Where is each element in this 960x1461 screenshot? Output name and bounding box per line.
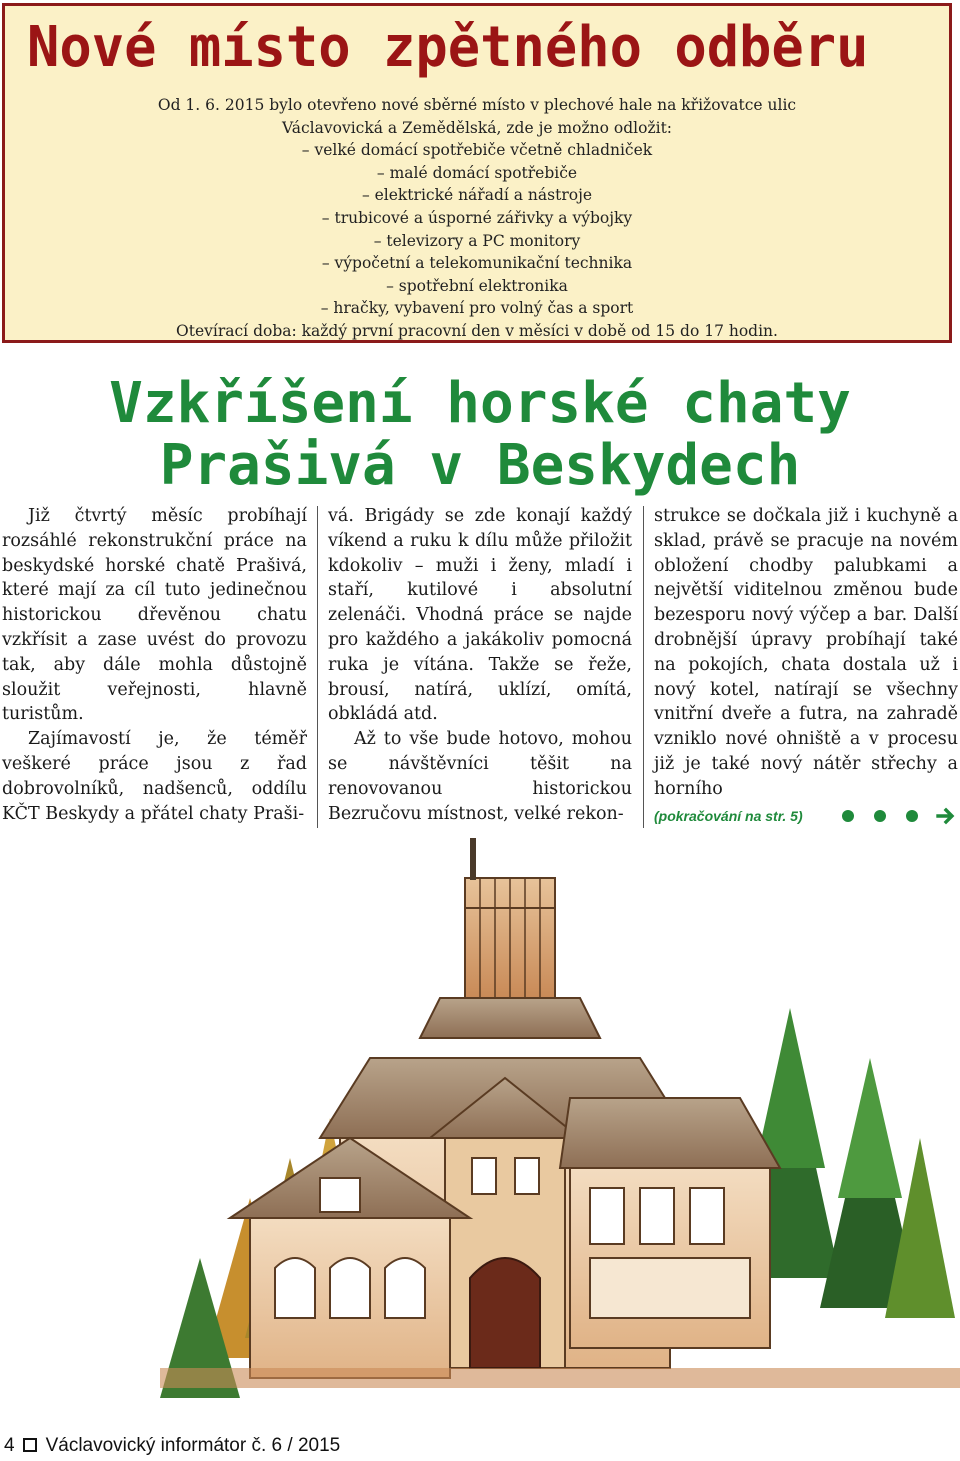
notice-intro-line-1: Od 1. 6. 2015 bylo otevřeno nové sběrné místo v plechové hale na křižovatce ulic	[157, 96, 797, 114]
notice-list-item: – elektrické nářadí a nástroje	[361, 186, 593, 205]
article-paragraph: strukce se dočkala již i kuchyně a sklad, právě se pracuje na novém obložení chodby palubkami a největší viditelnou změnou bude bezesporu nový výčep a bar. Další drobnější úpravy probíhají také na pokojích, chata dostala už i nový kotel, natírají se všechny vnitřní dveře a futra, na zahradě vzniklo nové ohniště a v procesu již je také nový nátěr střechy a horního	[654, 506, 958, 799]
recycling-notice-box	[2, 3, 952, 343]
hut-right-wing	[560, 1098, 780, 1348]
page-footer	[4, 1433, 340, 1459]
arrow-right-icon	[936, 806, 956, 826]
article-title-line-2: Prašivá v Beskydech	[159, 433, 801, 498]
page-number: 4	[4, 1435, 15, 1456]
article-paragraph: Až to vše bude hotovo, mohou se návštěvníci těšit na renovovanou historickou Bezručovu místnost, velké rekon-	[328, 729, 632, 824]
article-column-3	[654, 504, 958, 802]
notice-opening-hours: Otevírací doba: každý první pracovní den v měsíci v době od 15 do 17 hodin.	[176, 321, 778, 340]
square-bullet-icon	[23, 1438, 37, 1452]
publication-name: Václavovický informátor č. 6 / 2015	[45, 1435, 341, 1456]
article-paragraph: vá. Brigády se zde konají každý víkend a ruku k dílu může přiložit kdokoliv – muži i ženy, mladí i staří, kutilové i absolutní zelenáči. Vhodná práce se najde pro každého a jakákoliv pomocná ruka je vítána. Takže se řeže, brousí, natírá, uklízí, omítá, obkládá atd.	[328, 506, 632, 725]
hut-tower	[420, 838, 600, 1038]
column-divider	[317, 506, 318, 828]
notice-list-item: – malé domácí spotřebiče	[376, 163, 578, 182]
bullet-dot-icon	[874, 810, 886, 822]
article-column-2	[328, 504, 632, 826]
bullet-dot-icon	[906, 810, 918, 822]
article-title-line-1: Vzkříšení horské chaty	[109, 371, 851, 436]
article-paragraph: Již čtvrtý měsíc probíhají rozsáhlé rekonstrukční práce na beskydské horské chatě Prašivá, které mají za cíl tuto jedinečnou historickou dřevěnou chatu vzkřísit a zase uvést do provozu tak, aby dále mohla důstojně sloužit veřejnosti, hlavně turistům.	[2, 506, 307, 725]
column-divider	[643, 506, 644, 828]
continued-on-page-link[interactable]: (pokračování na str. 5)	[654, 808, 803, 824]
bullet-dot-icon	[842, 810, 854, 822]
recycling-notice-title: Nové místo zpětného odběru	[27, 15, 869, 80]
notice-list-item: – trubicové a úsporné zářivky a výbojky	[321, 208, 633, 227]
notice-list-item: – televizory a PC monitory	[373, 231, 581, 250]
ground-line	[160, 1368, 960, 1388]
notice-list-item: – hračky, vybavení pro volný čas a sport	[320, 299, 634, 318]
notice-list-item: – spotřební elektronika	[386, 276, 568, 295]
notice-list-item: – velké domácí spotřebiče včetně chladniček	[301, 141, 653, 160]
notice-list-item: – výpočetní a telekomunikační technika	[321, 254, 633, 273]
article-paragraph: Zajímavostí je, že téměř veškeré práce jsou z řad dobrovolníků, nadšenců, oddílu KČT Beskydy a přátel chaty Praši-	[2, 729, 307, 824]
notice-intro-line-2: Václavovická a Zemědělská, zde je možno odložit:	[281, 118, 673, 137]
mountain-hut-illustration	[0, 838, 960, 1428]
article-column-1	[2, 504, 307, 826]
continuation-note[interactable]	[654, 806, 960, 828]
recycling-notice-body	[5, 94, 949, 343]
